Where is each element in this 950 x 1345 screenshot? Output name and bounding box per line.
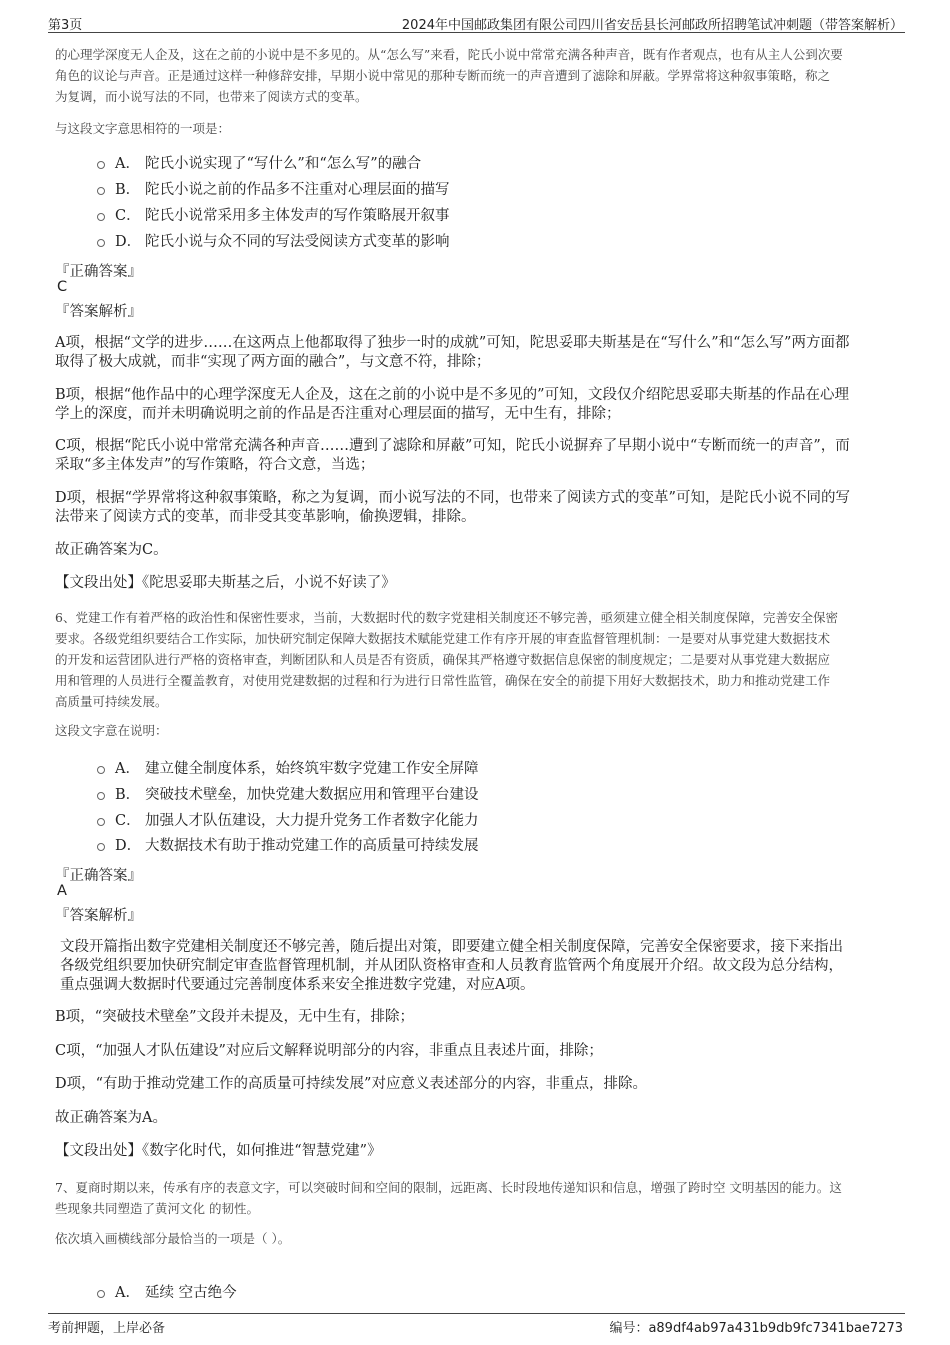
q6-option-a[interactable] xyxy=(97,756,479,778)
option-letter: A． xyxy=(115,155,140,172)
q6-answer-label: 『正确答案』 xyxy=(55,868,142,884)
radio-icon[interactable] xyxy=(97,239,105,247)
passage-line: 7、夏商时期以来，传承有序的表意文字，可以突破时间和空间的限制，远距离、长时段地传递知识和信息，增强了跨时空 文明基因的能力。这 xyxy=(55,1180,842,1195)
page-number: 第3页 xyxy=(48,18,83,33)
passage-line: 高质量可持续发展。 xyxy=(55,694,168,709)
radio-icon[interactable] xyxy=(97,213,105,221)
q5-analysis-a xyxy=(55,334,900,372)
q6-analysis-main xyxy=(60,938,905,995)
q6-analysis-label: 『答案解析』 xyxy=(55,908,142,924)
analysis-line: 采取“多主体发声”的写作策略，符合文意，当选； xyxy=(55,457,375,473)
option-text: 陀氏小说实现了“写什么”和“怎么写”的融合 xyxy=(145,155,422,172)
analysis-line: 学上的深度，而并未明确说明之前的作品是否注重对心理层面的描写，无中生有，排除； xyxy=(55,406,621,422)
q5-stem: 与这段文字意思相符的一项是： xyxy=(55,121,231,136)
q6-analysis-c: C项，“加强人才队伍建设”对应后文解释说明部分的内容，非重点且表述片面，排除； xyxy=(55,1043,603,1059)
passage-line: 的开发和运营团队进行严格的资格审查，判断团队和人员是否有资质，确保其严格遵守数据信息保密的制度规定；二是要对从事党建大数据应 xyxy=(55,652,831,667)
radio-icon[interactable] xyxy=(97,792,105,800)
radio-icon[interactable] xyxy=(97,161,105,169)
option-text: 建立健全制度体系，始终筑牢数字党建工作安全屏障 xyxy=(145,760,479,777)
option-letter: C． xyxy=(115,207,141,224)
option-text: 陀氏小说之前的作品多不注重对心理层面的描写 xyxy=(145,181,450,198)
q5-analysis-d xyxy=(55,489,900,527)
analysis-line: 法带来了阅读方式的变革，而非受其变革影响，偷换逻辑，排除。 xyxy=(55,509,476,525)
option-letter: A． xyxy=(115,1284,140,1301)
footer-slogan: 考前押题，上岸必备 xyxy=(48,1321,166,1336)
passage-line: 用和管理的人员进行全覆盖教育，对使用党建数据的过程和行为进行日常性监管，确保在安全的前提下用好大数据技术，助力和推动党建工作 xyxy=(55,673,831,688)
option-letter: B． xyxy=(115,786,141,803)
q6-answer: A xyxy=(57,883,67,899)
option-text: 陀氏小说与众不同的写法受阅读方式变革的影响 xyxy=(145,233,450,250)
analysis-line: D项，根据“学界常将这种叙事策略，称之为复调，而小说写法的不同，也带来了阅读方式的变革”可知，是陀氏小说不同的写 xyxy=(55,490,850,506)
option-text: 陀氏小说常采用多主体发声的写作策略展开叙事 xyxy=(145,207,450,224)
q6-conclusion: 故正确答案为A。 xyxy=(55,1110,167,1126)
radio-icon[interactable] xyxy=(97,1290,105,1298)
option-text: 大数据技术有助于推动党建工作的高质量可持续发展 xyxy=(145,837,479,854)
passage-line: 要求。各级党组织要结合工作实际，加快研究制定保障大数据技术赋能党建工作有序开展的审查监督管理机制：一是要对从事党建大数据技术 xyxy=(55,631,831,646)
analysis-line: A项，根据“文学的进步……在这两点上他都取得了独步一时的成就”可知，陀思妥耶夫斯基是在“写什么”和“怎么写”两方面都 xyxy=(55,335,850,351)
option-text: 加强人才队伍建设，大力提升党务工作者数字化能力 xyxy=(145,812,479,829)
option-letter: D． xyxy=(115,233,142,250)
page-header xyxy=(48,10,905,33)
q6-source: 【文段出处】《数字化时代，如何推进“智慧党建”》 xyxy=(55,1143,382,1159)
document-id: 编号：a89df4ab97a431b9db9fc7341bae7273 xyxy=(609,1321,903,1336)
q7-option-a[interactable] xyxy=(97,1280,237,1302)
analysis-line: 各级党组织要加快研究制定审查监督管理机制，并从团队资格审查和人员教育监管两个角度展开介绍。故文段为总分结构， xyxy=(60,958,843,974)
option-letter: A． xyxy=(115,760,140,777)
analysis-line: 取得了极大成就，而非“实现了两方面的融合”，与文意不符，排除； xyxy=(55,354,491,370)
passage-line: 的心理学深度无人企及，这在之前的小说中是不多见的。从“怎么写”来看，陀氏小说中常常充满各种声音，既有作者观点，也有从主人公到次要 xyxy=(55,47,843,62)
q5-option-c[interactable] xyxy=(97,203,450,225)
radio-icon[interactable] xyxy=(97,843,105,851)
passage-line: 角色的议论与声音。正是通过这样一种修辞安排，早期小说中常见的那种专断而统一的声音遭到了滤除和屏蔽。学界常将这种叙事策略，称之 xyxy=(55,68,831,83)
q6-analysis-d: D项，“有助于推动党建工作的高质量可持续发展”对应意义表述部分的内容，非重点，排除。 xyxy=(55,1076,647,1092)
option-text: 突破技术壁垒，加快党建大数据应用和管理平台建设 xyxy=(145,786,479,803)
q7-passage xyxy=(55,1177,900,1219)
q5-option-b[interactable] xyxy=(97,177,450,199)
option-text: 延续 空古绝今 xyxy=(145,1284,237,1301)
q6-passage xyxy=(55,607,900,712)
analysis-line: B项，根据“他作品中的心理学深度无人企及，这在之前的小说中是不多见的”可知，文段仅介绍陀思妥耶夫斯基的作品在心理 xyxy=(55,387,849,403)
q5-option-d[interactable] xyxy=(97,229,450,251)
option-letter: C． xyxy=(115,812,141,829)
analysis-line: 文段开篇指出数字党建相关制度还不够完善，随后提出对策，即要建立健全相关制度保障，完善安全保密要求，接下来指出 xyxy=(60,939,843,955)
q6-option-b[interactable] xyxy=(97,782,479,804)
q5-passage xyxy=(55,44,900,107)
document-title: 2024年中国邮政集团有限公司四川省安岳县长河邮政所招聘笔试冲刺题（带答案解析） xyxy=(401,18,903,33)
option-letter: B． xyxy=(115,181,141,198)
q5-answer: C xyxy=(57,279,68,295)
q6-analysis-b: B项，“突破技术壁垒”文段并未提及，无中生有，排除； xyxy=(55,1009,414,1025)
q5-source: 【文段出处】《陀思妥耶夫斯基之后，小说不好读了》 xyxy=(55,575,396,591)
radio-icon[interactable] xyxy=(97,187,105,195)
q7-stem: 依次填入画横线部分最恰当的一项是（ ）。 xyxy=(55,1231,291,1246)
option-letter: D． xyxy=(115,837,142,854)
radio-icon[interactable] xyxy=(97,766,105,774)
passage-line: 为复调，而小说写法的不同，也带来了阅读方式的变革。 xyxy=(55,89,368,104)
q5-analysis-b xyxy=(55,386,900,424)
q5-analysis-label: 『答案解析』 xyxy=(55,304,142,320)
q6-option-d[interactable] xyxy=(97,833,479,855)
q6-option-c[interactable] xyxy=(97,808,479,830)
passage-line: 6、党建工作有着严格的政治性和保密性要求，当前，大数据时代的数字党建相关制度还不够完善，亟须建立健全相关制度保障，完善安全保密 xyxy=(55,610,838,625)
q5-conclusion: 故正确答案为C。 xyxy=(55,542,168,558)
q5-option-a[interactable] xyxy=(97,151,421,173)
q5-answer-label: 『正确答案』 xyxy=(55,264,142,280)
radio-icon[interactable] xyxy=(97,818,105,826)
analysis-line: 重点强调大数据时代要通过完善制度体系来安全推进数字党建，对应A项。 xyxy=(60,977,535,993)
page-footer xyxy=(48,1313,905,1336)
passage-line: 些现象共同塑造了黄河文化 的韧性。 xyxy=(55,1201,259,1216)
q5-analysis-c xyxy=(55,437,900,475)
analysis-line: C项，根据“陀氏小说中常常充满各种声音……遭到了滤除和屏蔽”可知，陀氏小说摒弃了早期小说中“专断而统一的声音”，而 xyxy=(55,438,850,454)
q6-stem: 这段文字意在说明： xyxy=(55,723,168,738)
